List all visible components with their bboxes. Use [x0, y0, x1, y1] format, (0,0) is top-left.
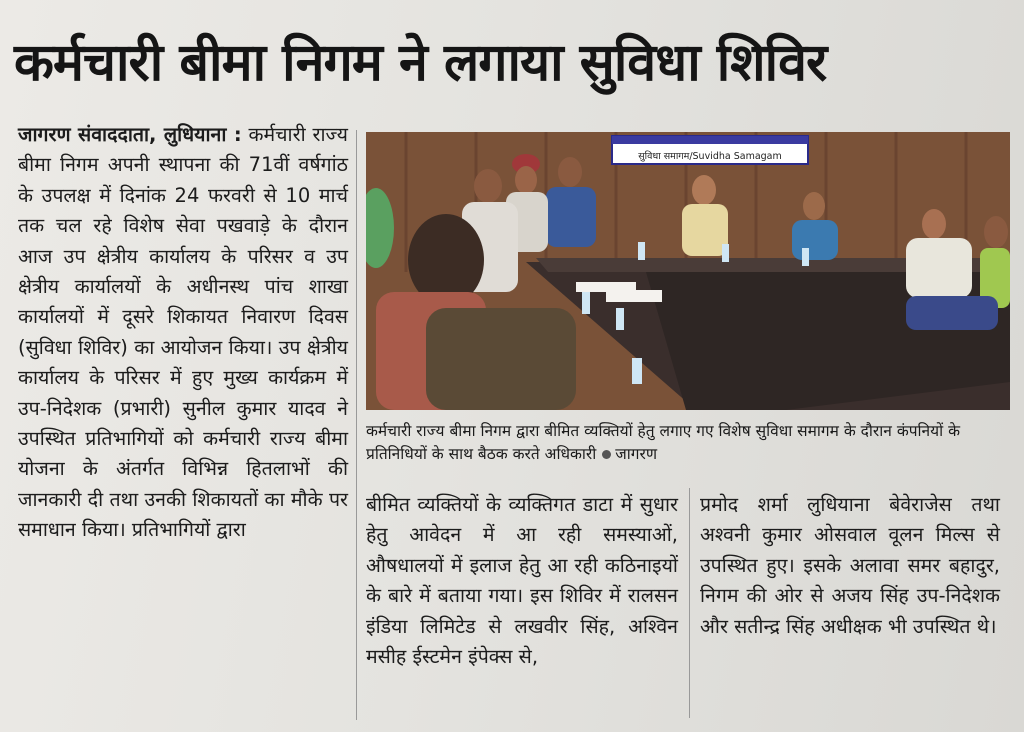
article-column-1: [18, 120, 348, 546]
caption-text: कर्मचारी राज्य बीमा निगम द्वारा बीमित व्यक्तियों हेतु लगाए गए विशेष सुविधा समागम के दौरान कंपनियों के प्रतिनिधियों के साथ बैठक करते अधिकारी: [366, 422, 960, 463]
headline: कर्मचारी बीमा निगम ने लगाया सुविधा शिविर: [14, 33, 827, 93]
article-text-3: प्रमोद शर्मा लुधियाना बेवेराजेस तथा अश्वनी कुमार ओसवाल वूलन मिल्स से उपस्थित हुए। इसके अलावा समर बहादुर, निगम की ओर से अजय सिंह उप-निदेशक और सतीन्द्र सिंह अधीक्षक भी उपस्थित थे।: [700, 493, 1000, 638]
photo-banner-text: सुविधा समागम/Suvidha Samagam: [638, 151, 782, 162]
article-text-1: कर्मचारी राज्य बीमा निगम अपनी स्थापना की 71वीं वर्षगांठ के उपलक्ष में दिनांक 24 फरवरी से 10 मार्च तक चल रहे विशेष सेवा पखवाड़े के दौरान आज उप क्षेत्रीय कार्यालय के परिसर व उप क्षेत्रीय कार्यालयों के अधीनस्थ पांच शाखा कार्यालयों में दूसरे शिकायत निवारण दिवस (सुविधा शिविर) का आयोजन किया। उप क्षेत्रीय कार्यालय के परिसर में हुए मुख्य कार्यक्रम में उप-निदेशक (प्रभारी) सुनील कुमार यादव ने उपस्थित प्रतिभागियों को कर्मचारी राज्य बीमा योजना के अंतर्गत विभिन्न हितलाभों की जानकारी दी तथा उनकी शिकायतों का मौके पर समाधान किया। प्रतिभागियों द्वारा: [18, 123, 348, 542]
article-text-2: बीमित व्यक्तियों के व्यक्तिगत डाटा में सुधार हेतु आवेदन में आ रही समस्याओं, औषधालयों में इलाज हेतु आ रही कठिनाइयों के बारे में बताया गया। इस शिविर में रालसन इंडिया लिमिटेड से लखवीर सिंह, अश्विन मसीह ईस्टमेन इंपेक्स से,: [366, 493, 678, 669]
dateline: जागरण संवाददाता, लुधियाना :: [18, 123, 242, 146]
column-divider: [356, 130, 357, 720]
photo-caption: [366, 420, 1006, 466]
photo-credit: जागरण: [615, 445, 658, 463]
article-column-2: [366, 490, 678, 672]
article-column-3: [700, 490, 1000, 642]
column-divider: [689, 488, 690, 718]
credit-bullet: [602, 450, 611, 459]
meeting-photo: [366, 132, 1010, 410]
